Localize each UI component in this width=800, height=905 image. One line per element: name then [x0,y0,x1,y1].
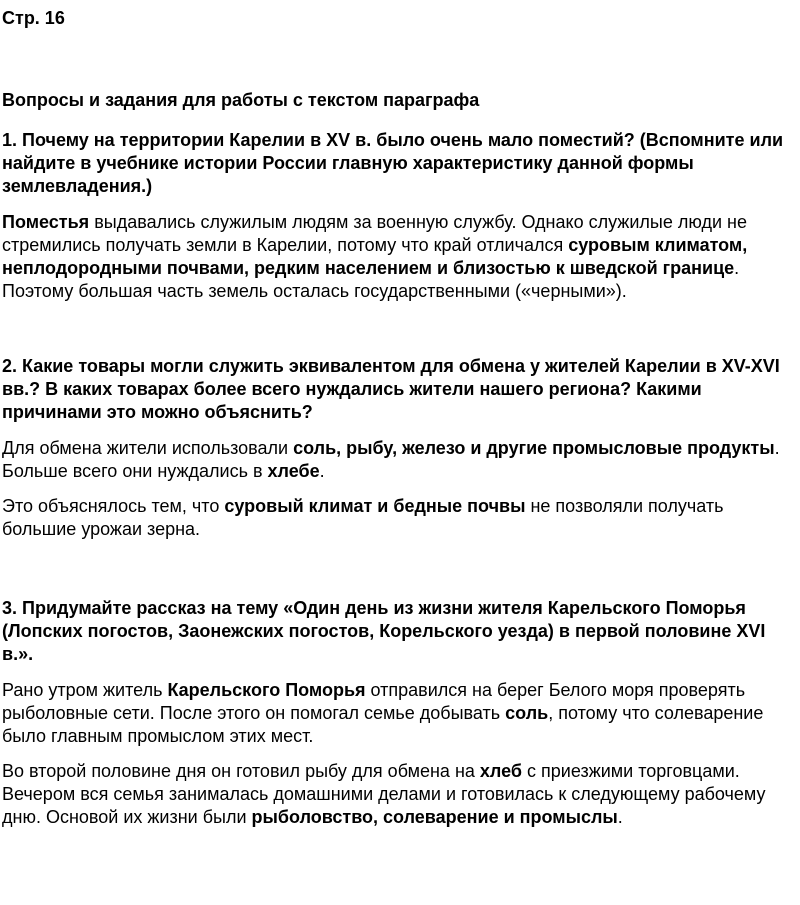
answer-3-2-bold-2: рыболовство, солеварение и промыслы [251,807,618,827]
answer-3-2-text-3: . [617,807,623,827]
answer-3-2-text-2: с приезжими торговцами. Вечером вся семья занималась домашними делами и готовилась к следующему рабочему дню. Основой их жизни были [2,761,766,827]
answer-2-1-bold-2: хлебе [267,461,320,481]
question-1: 1. Почему на территории Карелии в XV в. было очень мало поместий? (Вспомните или найдите в учебнике истории России главную характеристику данной формы землевладения.) [2,130,784,196]
answer-1-bold-2: суровым климатом, неплодородными почвами, редким населением и близостью к шведской границе [2,235,748,278]
answer-2-1-text-1: Для обмена жители использовали [2,438,294,458]
answer-3-paragraph-1 [2,679,796,748]
spacer [2,315,796,355]
answer-2-paragraph-2 [2,495,796,541]
answer-3-2-bold-1: хлеб [479,761,523,781]
answer-3-2-text-1: Во второй половине дня он готовил рыбу для обмена на [2,761,480,781]
answer-3-1-bold-1: Карельского Поморья [167,680,366,700]
question-2: 2. Какие товары могли служить эквивалентом для обмена у жителей Карелии в XV-XVI вв.? В каких товарах более всего нуждались жители нашего региона? Какими причинами это можно объяснить? [2,356,780,422]
answer-1-text-2: . Поэтому большая часть земель осталась государственными («черными»). [2,258,740,301]
answer-2-1-text-3: . [319,461,325,481]
answer-1-paragraph [2,211,796,303]
answer-3-1-text-2: отправился на берег Белого моря проверять рыболовные сети. После этого он помогал семье добывать [2,680,746,723]
spacer [2,553,796,597]
answer-2-2-text-2: не позволяли получать большие урожаи зерна. [2,496,724,539]
answer-2-paragraph-1 [2,437,796,483]
answer-3-paragraph-2 [2,760,796,829]
answer-1-bold-1: Поместья [2,212,90,232]
answer-2-2-text-1: Это объяснялось тем, что [2,496,225,516]
answer-3-1-text-3: , потому что солеварение было главным промыслом этих мест. [2,703,764,746]
question-3: 3. Придумайте рассказ на тему «Один день из жизни жителя Карельского Поморья (Лопских погостов, Заонежских погостов, Корельского уезда) в первой половине XVI в.». [2,598,766,664]
answer-1-text-1: выдавались служилым людям за военную службу. Однако служилые люди не стремились получать земли в Карелии, потому что край отличался [2,212,747,255]
answer-3-1-text-1: Рано утром житель [2,680,168,700]
answer-2-1-text-2: . Больше всего они нуждались в [2,438,780,481]
answer-2-1-bold-1: соль, рыбу, железо и другие промысловые продукты [293,438,775,458]
answer-3-1-bold-2: соль [505,703,549,723]
page-number: Стр. 16 [2,8,65,28]
answer-2-2-bold-1: суровый климат и бедные почвы [224,496,526,516]
section-heading: Вопросы и задания для работы с текстом параграфа [2,90,480,110]
